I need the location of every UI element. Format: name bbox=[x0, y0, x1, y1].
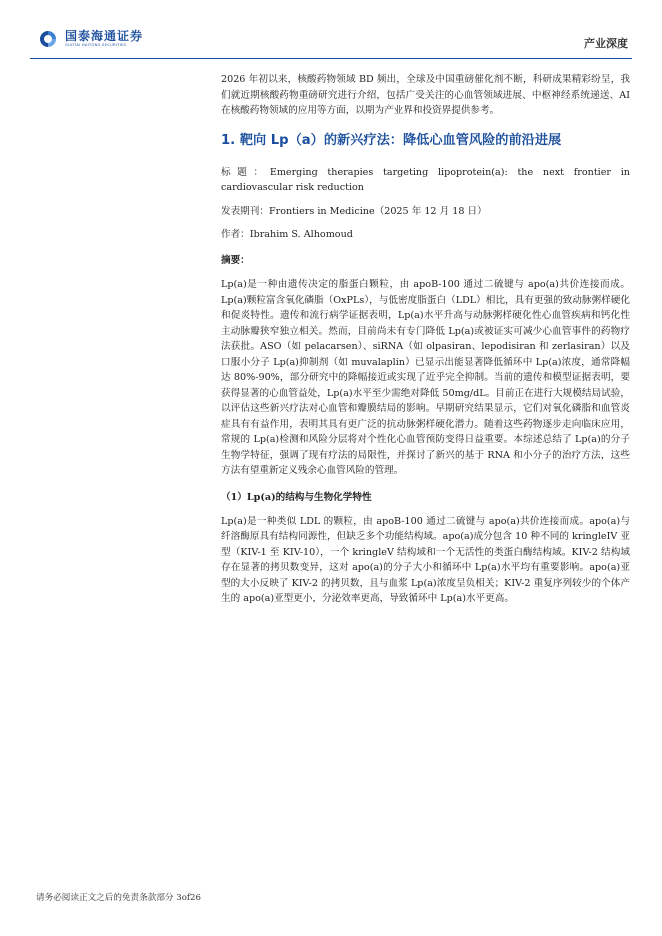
logo-chinese-name: 国泰海通证券 bbox=[65, 29, 144, 43]
abstract-paragraph: Lp(a)是一种由遗传决定的脂蛋白颗粒，由 apoB-100 通过二硫键与 apo(a)共价连接而成。Lp(a)颗粒富含氧化磷脂（OxPLs），与低密度脂蛋白（LDL）相比，具有更强的致动脉粥样硬化和促炎特性。遗传和流行病学证据表明，Lp(a)水平升高与动脉粥样硬化性心血管疾病和钙化性主动脉瓣狭窄独立相关。然而，目前尚未有专门降低 Lp(a)或被证实可减少心血管事件的药物疗法获批。ASO（如 pelacarsen）、siRNA（如 olpasiran、lepodisiran 和 zerlasiran）以及口服小分子 Lp(a)抑制剂（如 muvalaplin）已显示出能显著降低循环中 Lp(a)浓度，通常降幅达 80%-90%，部分研究中的降幅接近或实现了近乎完全抑制。当前的遗传和模型证据表明，要获得显著的心血管益处，Lp(a)水平至少需绝对降低 50mg/dL。目前正在进行大规模结局试验，以评估这些新兴疗法对心血管和瓣膜结局的影响。早期研究结果显示，它们对氧化磷脂和血管炎症具有有益作用，表明其具有更广泛的抗动脉粥样硬化潜力。随着这些药物逐步走向临床应用，常规的 Lp(a)检测和风险分层将对个性化心血管预防变得日益重要。本综述总结了 Lp(a)的分子生物学特征，强调了现有疗法的局限性，并探讨了新兴的基于 RNA 和小分子的治疗方法，这些方法有望重新定义残余心血管风险的管理。 bbox=[221, 279, 630, 476]
paper-title-line: 标题：Emerging therapies targeting lipoprotein(a): the next frontier in cardiovascular risk reduction bbox=[221, 166, 630, 193]
header-divider bbox=[30, 58, 632, 59]
main-content bbox=[221, 70, 630, 607]
subsection-paragraph: Lp(a)是一种类似 LDL 的颗粒，由 apoB-100 通过二硫键与 apo(a)共价连接而成。apo(a)与纤溶酶原具有结构同源性，但缺乏多个功能结构域。apo(a)成分包含 10 种不同的 kringleIV 亚型（KIV-1 至 KIV-10），一个 kringleV 结构域和一个无活性的类蛋白酶结构域。KIV-2 结构域存在显著的拷贝数变异，这对 apo(a)的分子大小和循环中 Lp(a)水平均有重要影响。apo(a)亚型的大小反映了 KIV-2 的拷贝数，且与血浆 Lp(a)浓度呈负相关；KIV-2 重复序列较少的个体产生的 apo(a)亚型更小，分泌效率更高，导致循环中 Lp(a)水平更高。 bbox=[221, 515, 630, 604]
logo-english-name: GUOTAI HAITONG SECURITIES bbox=[65, 43, 127, 47]
abstract-label: 摘要： bbox=[221, 254, 250, 266]
guotai-haitong-logo-icon bbox=[36, 30, 60, 48]
company-logo bbox=[36, 30, 143, 48]
logo-text bbox=[65, 30, 143, 48]
journal-line: 发表期刊：Frontiers in Medicine（2025 年 12 月 18 日） bbox=[221, 205, 487, 217]
page-header bbox=[0, 0, 662, 62]
subsection-heading: （1）Lp(a)的结构与生物化学特性 bbox=[221, 491, 372, 503]
section-heading: 1. 靶向 Lp（a）的新兴疗法：降低心血管风险的前沿进展 bbox=[221, 132, 562, 148]
report-type-label: 产业深度 bbox=[584, 37, 628, 50]
intro-paragraph: 2026 年初以来，核酸药物领域 BD 频出，全球及中国重磅催化剂不断，科研成果精彩纷呈，我们就近期核酸药物重磅研究进行介绍，包括广受关注的心血管领域进展、中枢神经系统递送、AI 在核酸药物领域的应用等方面，以期为产业界和投资界提供参考。 bbox=[221, 74, 630, 116]
author-line: 作者：Ibrahim S. Alhomoud bbox=[221, 229, 353, 240]
footer-disclaimer: 请务必阅读正文之后的免责条款部分 3of26 bbox=[36, 893, 201, 903]
